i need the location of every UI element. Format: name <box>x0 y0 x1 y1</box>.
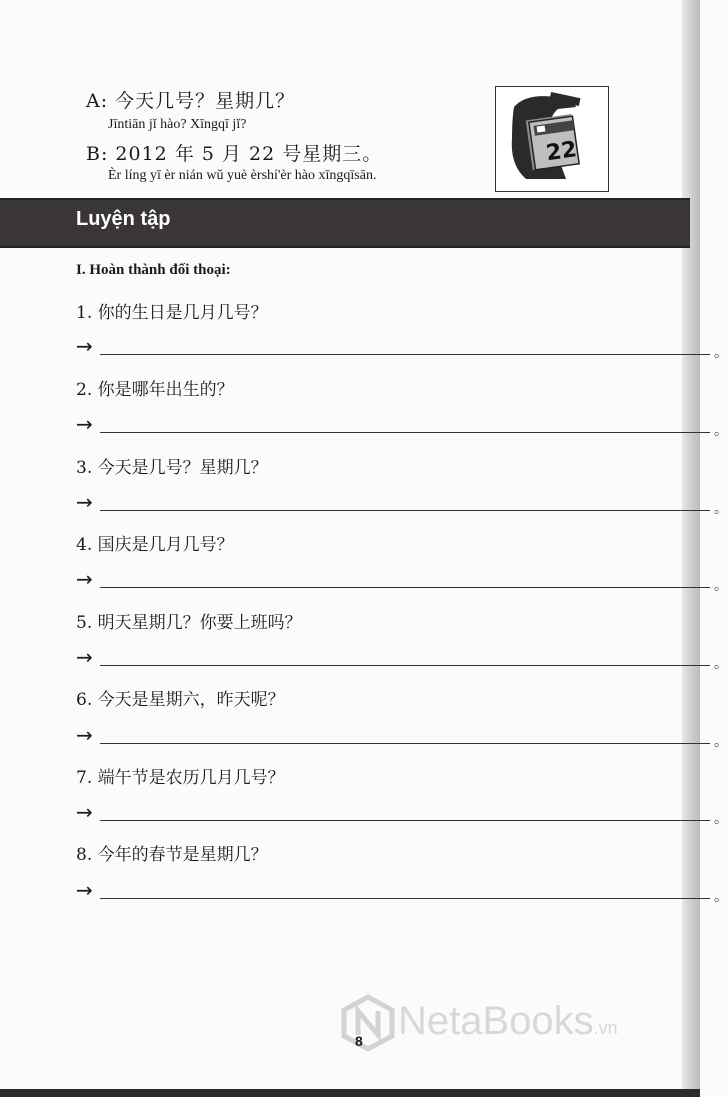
period-mark: 。 <box>714 889 728 905</box>
answer-row-1[interactable] <box>76 334 728 362</box>
page-edge <box>682 0 700 1097</box>
answer-row-3[interactable] <box>76 490 728 518</box>
answer-line[interactable] <box>100 587 710 588</box>
watermark-brand: NetaBooks <box>398 999 594 1043</box>
dialog-a-pinyin: Jīntiān jǐ hào? Xīngqī jǐ? <box>108 117 247 132</box>
calendar-day: 22 <box>544 137 579 167</box>
period-mark: 。 <box>714 423 728 439</box>
arrow-icon: → <box>76 334 93 358</box>
arrow-icon: → <box>76 567 93 591</box>
period-mark: 。 <box>714 656 728 672</box>
question-5: 5. 明天星期几？你要上班吗？ <box>76 613 302 633</box>
dialog-a-text: 今天几号？星期几？ <box>115 90 296 112</box>
section-title: Luyện tập <box>76 208 171 230</box>
answer-line[interactable] <box>100 354 710 355</box>
watermark <box>342 993 682 1055</box>
dialog-b-pinyin: Èr líng yī èr nián wǔ yuè èrshí'èr hào xīngqīsān. <box>108 168 377 183</box>
calendar-illustration <box>495 86 609 192</box>
dialog-a-label: A: <box>86 90 109 112</box>
answer-row-5[interactable] <box>76 645 728 673</box>
question-4: 4. 国庆是几月几号？ <box>76 535 234 555</box>
question-8: 8. 今年的春节是星期几？ <box>76 845 268 865</box>
question-7: 7. 端午节是农历几月几号？ <box>76 768 285 788</box>
bottom-edge <box>0 1089 700 1097</box>
answer-line[interactable] <box>100 432 710 433</box>
period-mark: 。 <box>714 811 728 827</box>
answer-line[interactable] <box>100 820 710 821</box>
answer-row-4[interactable] <box>76 567 728 595</box>
arrow-icon: → <box>76 878 93 902</box>
watermark-suffix: .vn <box>593 1018 618 1038</box>
question-1: 1. 你的生日是几月几号？ <box>76 303 268 323</box>
dialog-b-label: B: <box>86 143 109 165</box>
period-mark: 。 <box>714 345 728 361</box>
dialog-a <box>86 86 295 113</box>
question-6: 6. 今天是星期六，昨天呢？ <box>76 690 285 710</box>
period-mark: 。 <box>714 501 728 517</box>
answer-row-6[interactable] <box>76 723 728 751</box>
answer-row-8[interactable] <box>76 878 728 906</box>
arrow-icon: → <box>76 412 93 436</box>
calendar-icon <box>496 87 608 191</box>
answer-line[interactable] <box>100 510 710 511</box>
watermark-text <box>398 999 618 1044</box>
answer-line[interactable] <box>100 665 710 666</box>
answer-row-7[interactable] <box>76 800 728 828</box>
answer-line[interactable] <box>100 743 710 744</box>
arrow-icon: → <box>76 490 93 514</box>
arrow-icon: → <box>76 800 93 824</box>
dialog-b-text: 2012 年 5 月 22 号星期三。 <box>115 143 383 165</box>
dialog-b <box>86 139 382 166</box>
section-header <box>0 198 690 248</box>
answer-row-2[interactable] <box>76 412 728 440</box>
arrow-icon: → <box>76 723 93 747</box>
page-number: 8 <box>355 1033 363 1049</box>
period-mark: 。 <box>714 578 728 594</box>
question-3: 3. 今天是几号？星期几？ <box>76 458 268 478</box>
netabooks-logo-icon <box>342 995 394 1051</box>
exercise-instruction: I. Hoàn thành đối thoại: <box>76 262 231 278</box>
question-2: 2. 你是哪年出生的？ <box>76 380 234 400</box>
arrow-icon: → <box>76 645 93 669</box>
period-mark: 。 <box>714 734 728 750</box>
answer-line[interactable] <box>100 898 710 899</box>
